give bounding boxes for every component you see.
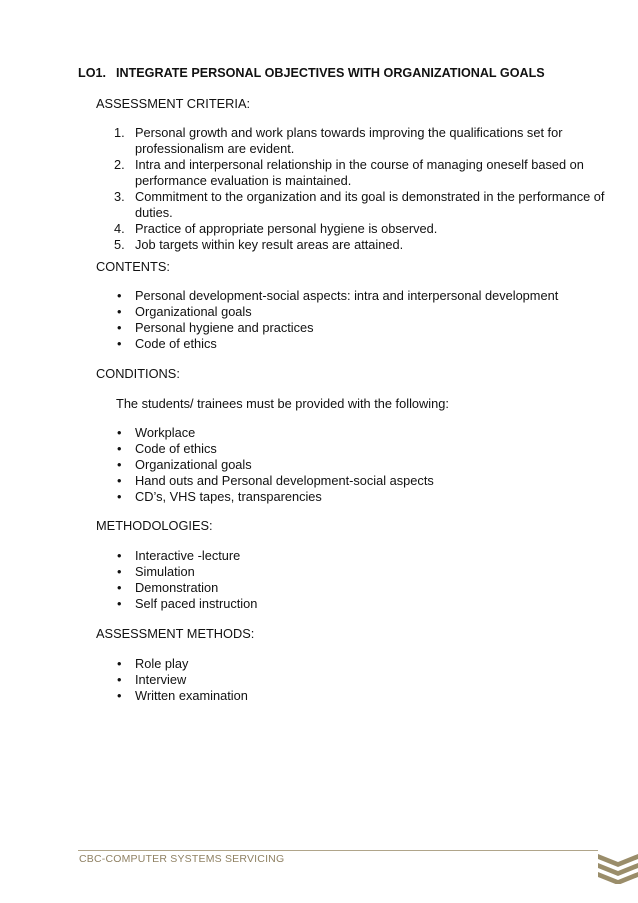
criteria-item: 3. Commitment to the organization and its goal is demonstrated in the performance of duties. [114, 189, 605, 220]
list-item: • Personal hygiene and practices [117, 320, 314, 335]
assessment-methods-list [114, 656, 248, 704]
list-item: • Simulation [117, 564, 195, 579]
learning-outcome-title: INTEGRATE PERSONAL OBJECTIVES WITH ORGANIZATIONAL GOALS [116, 66, 545, 80]
list-item: • Self paced instruction [117, 596, 258, 611]
conditions-intro: The students/ trainees must be provided with the following: [116, 396, 449, 411]
list-item: • Interactive -lecture [117, 548, 241, 563]
assessment-methods-title: ASSESSMENT METHODS: [96, 626, 255, 641]
learning-outcome-number: LO1. [78, 66, 106, 80]
conditions-list [114, 425, 434, 505]
list-item: • Written examination [117, 688, 248, 703]
criteria-item: 1. Personal growth and work plans towards improving the qualifications set for professionalism are evident. [114, 125, 563, 156]
list-item: • Interview [117, 672, 187, 687]
methodologies-title: METHODOLOGIES: [96, 518, 213, 533]
list-item: • Code of ethics [117, 441, 217, 456]
list-item: • Workplace [117, 425, 196, 440]
list-item: • Demonstration [117, 580, 219, 595]
list-item: • Organizational goals [117, 304, 252, 319]
list-item: • Organizational goals [117, 457, 252, 472]
criteria-item: 5. Job targets within key result areas are attained. [114, 237, 404, 252]
footer-divider [78, 850, 598, 851]
methodologies-list [114, 548, 257, 612]
conditions-title: CONDITIONS: [96, 366, 180, 381]
contents-list [114, 288, 558, 352]
criteria-item: 4. Practice of appropriate personal hygiene is observed. [114, 221, 438, 236]
assessment-criteria-list [114, 125, 610, 253]
list-item: • Code of ethics [117, 336, 217, 351]
list-item: • Hand outs and Personal development-social aspects [117, 473, 434, 488]
assessment-criteria-title: ASSESSMENT CRITERIA: [96, 96, 251, 111]
contents-title: CONTENTS: [96, 259, 170, 274]
learning-outcome-heading [78, 66, 545, 80]
criteria-item: 2. Intra and interpersonal relationship in the course of managing oneself based on performance evaluation is maintained. [114, 157, 584, 188]
list-item: • CD’s, VHS tapes, transparencies [117, 489, 322, 504]
list-item: • Personal development-social aspects: intra and interpersonal development [117, 288, 559, 303]
chevron-logo-icon [598, 850, 638, 884]
footer-title: CBC-COMPUTER SYSTEMS SERVICING [79, 853, 285, 865]
list-item: • Role play [117, 656, 189, 671]
